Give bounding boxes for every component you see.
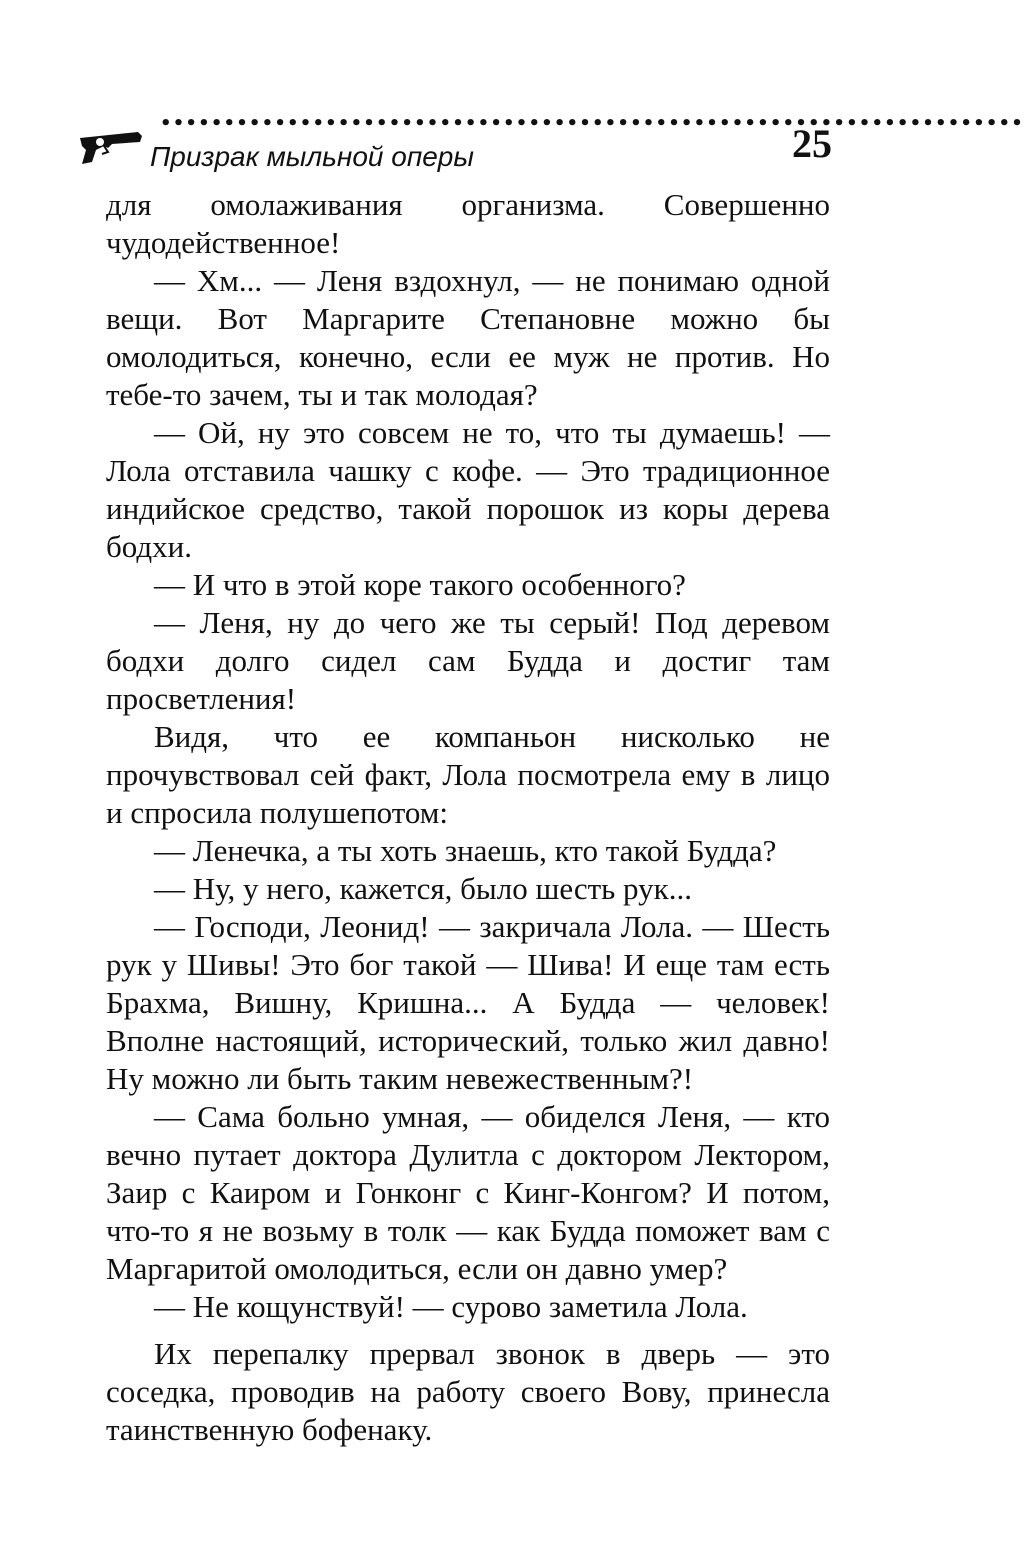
running-header xyxy=(78,113,1024,178)
page-number: 25 xyxy=(792,121,832,166)
paragraph: — Сама больно умная, — обиделся Леня, — кто вечно путает доктора Дулитла с доктором Лектором, Заир с Каиром и Гонконг с Кинг-Конгом? И потом, что-то я не возьму в толк — как Будда поможет вам с Маргаритой омолодиться, если он давно умер? xyxy=(106,1099,830,1286)
paragraph: Видя, что ее компаньон нисколько не прочувствовал сей факт, Лола посмотрела ему в лицо и спросила полушепотом: xyxy=(106,719,830,830)
body-text xyxy=(106,186,830,1449)
revolver-icon xyxy=(78,128,144,168)
paragraph: — Леня, ну до чего же ты серый! Под деревом бодхи долго сидел сам Будда и достиг там просветления! xyxy=(106,605,830,716)
paragraph: — Не кощунствуй! — сурово заметила Лола. xyxy=(154,1289,748,1324)
paragraph: Их перепалку прервал звонок в дверь — это соседка, проводив на работу своего Вову, принесла таинственную бофенаку. xyxy=(106,1336,830,1447)
paragraph: — Господи, Леонид! — закричала Лола. — Шесть рук у Шивы! Это бог такой — Шива! И еще там есть Брахма, Вишну, Кришна... А Будда — человек! Вполне настоящий, исторический, только жил давно! Ну можно ли быть таким невежественным?! xyxy=(106,909,830,1096)
book-title: Призрак мыльной оперы xyxy=(150,141,474,172)
paragraph: — Хм... — Леня вздохнул, — не понимаю одной вещи. Вот Маргарите Степановне можно бы омолодиться, конечно, если ее муж не против. Но тебе-то зачем, ты и так молодая? xyxy=(106,263,830,412)
paragraph: для омолаживания организма. Совершенно чудодейственное! xyxy=(106,187,830,260)
paragraph: — Ленечка, а ты хоть знаешь, кто такой Будда? xyxy=(154,833,777,868)
paragraph: — Ой, ну это совсем не то, что ты думаешь! — Лола отставила чашку с кофе. — Это традиционное индийское средство, такой порошок из коры дерева бодхи. xyxy=(106,415,830,564)
paragraph: — Ну, у него, кажется, было шесть рук... xyxy=(154,871,692,906)
paragraph: — И что в этой коре такого особенного? xyxy=(154,567,686,602)
header-dot-rule: •••••••••••••••••••••••••••••••••••••••••••••••••••••••••••••••••••• xyxy=(160,113,1024,134)
